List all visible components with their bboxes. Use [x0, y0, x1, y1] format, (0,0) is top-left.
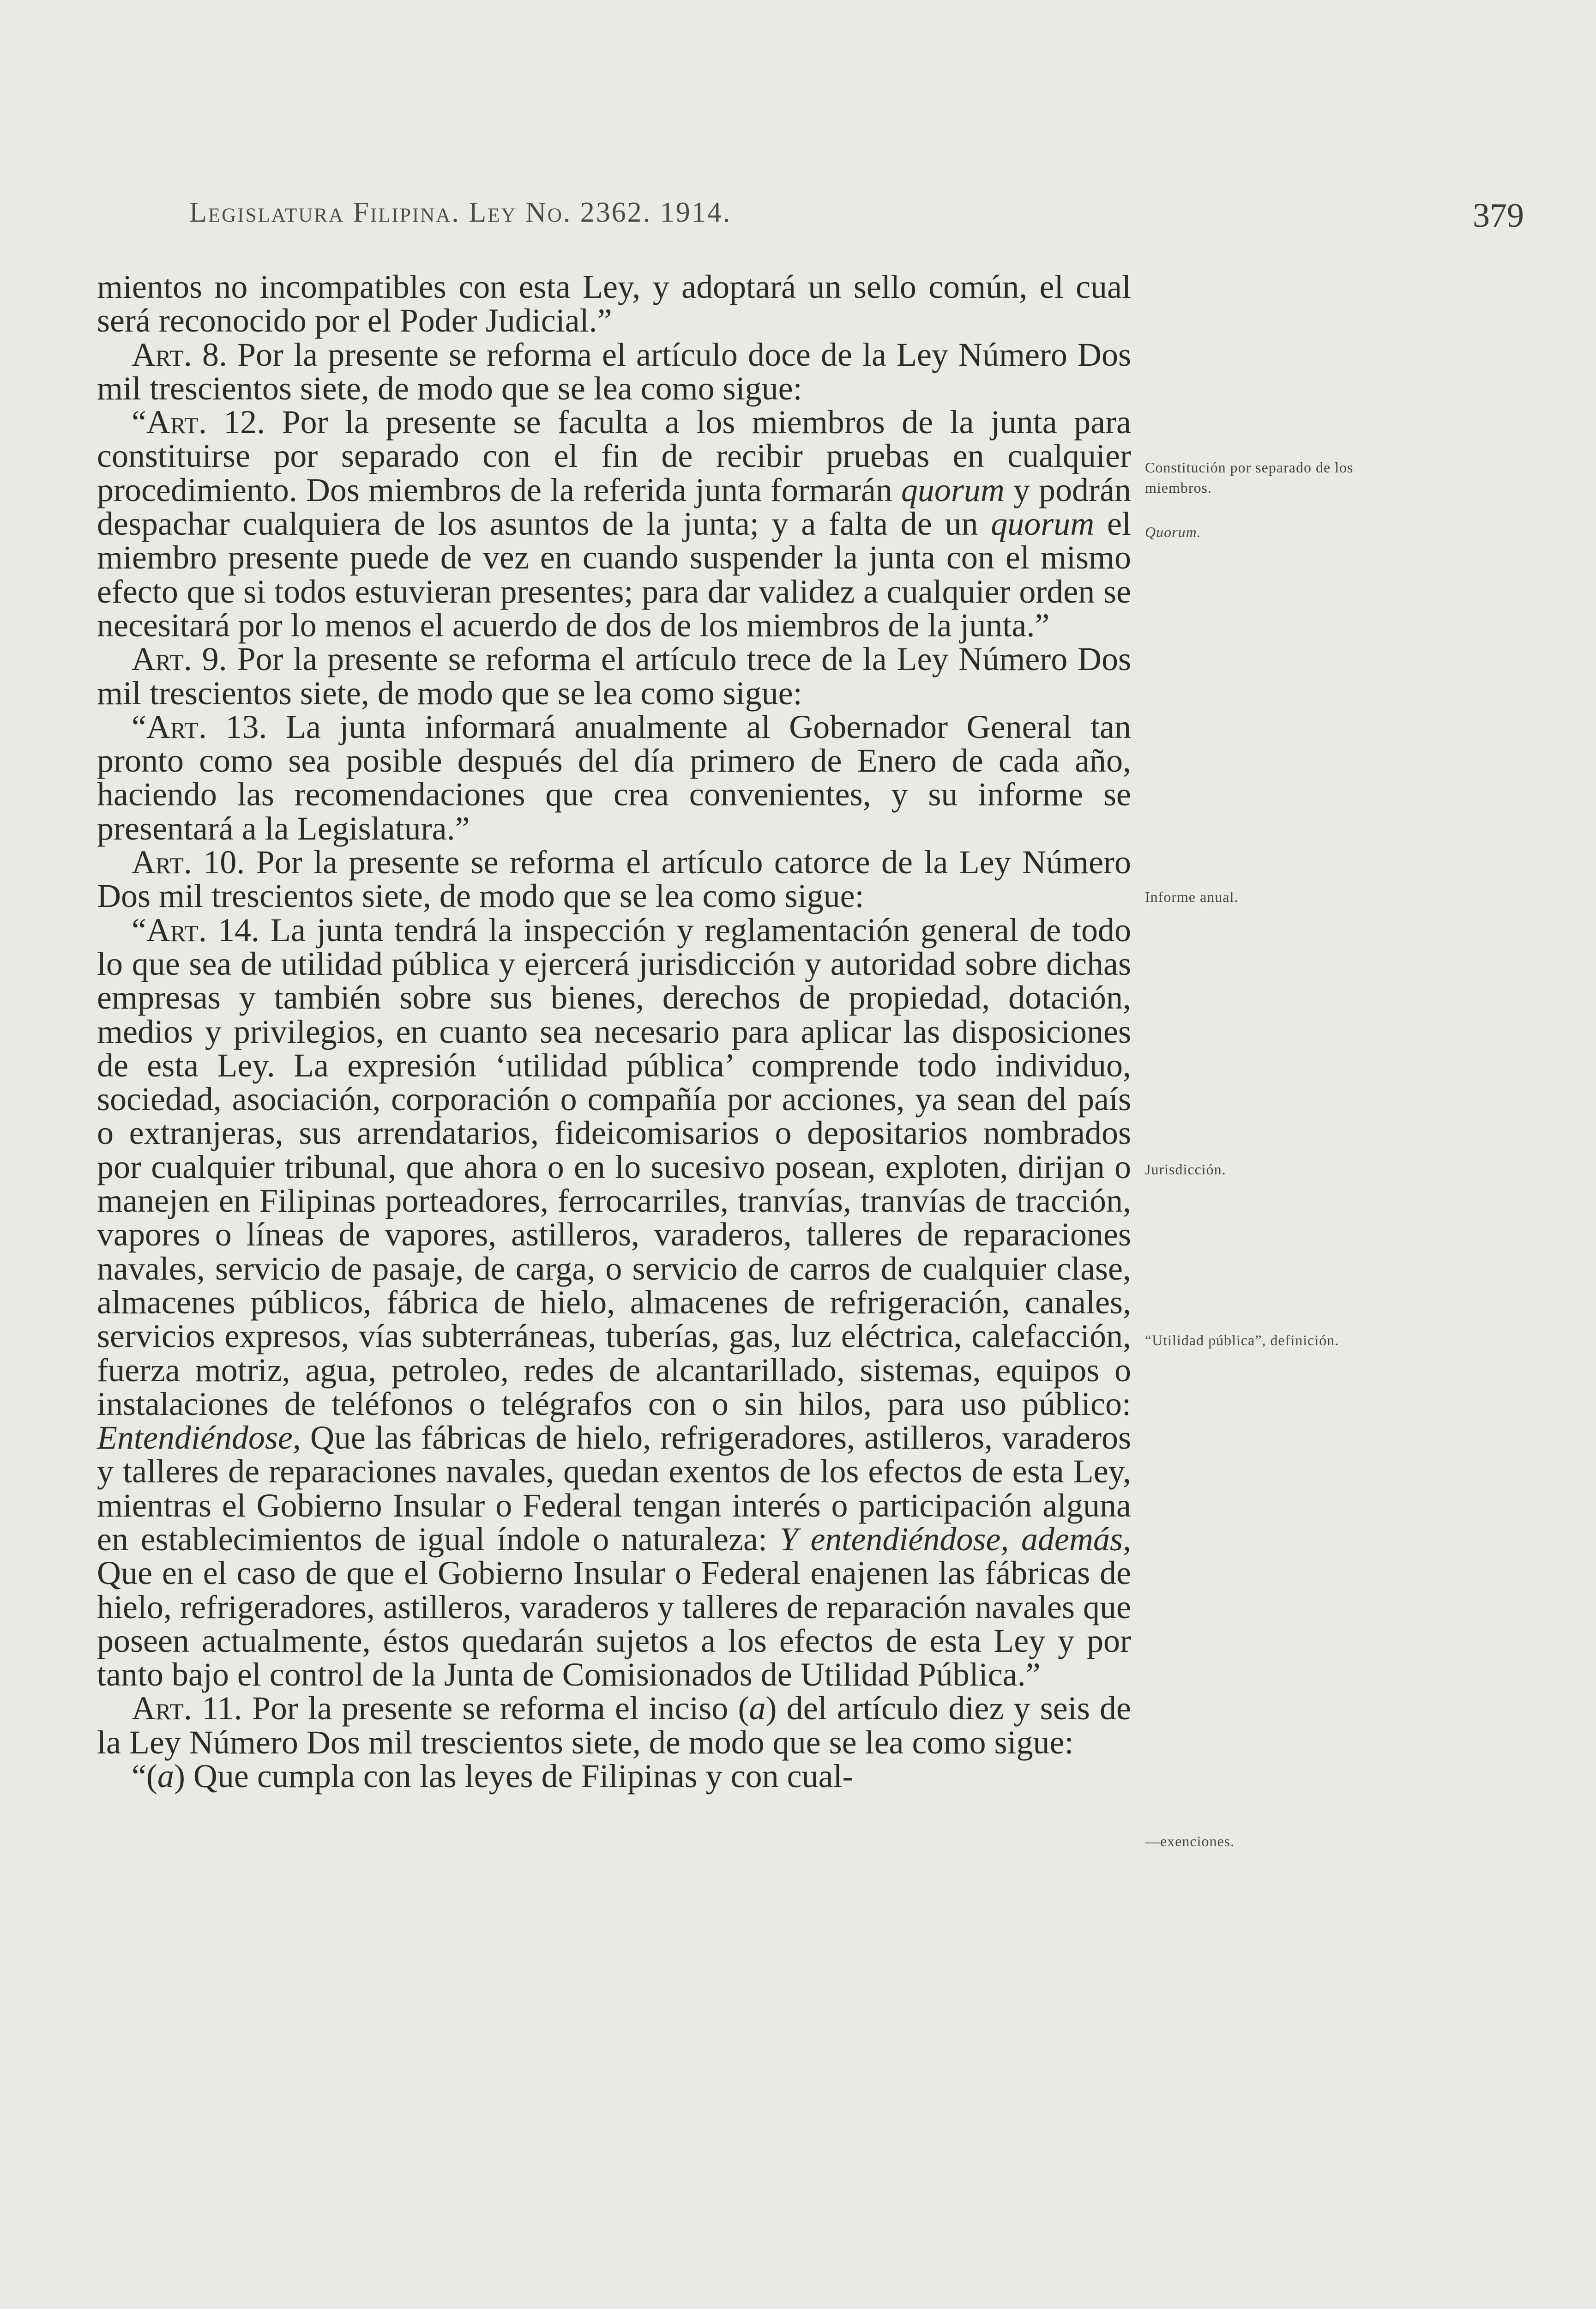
margin-note-constitucion: Constitución por separado de los miembros. [1145, 459, 1354, 496]
paragraph-text-run: 9. Por la presente se reforma el artículo trece de la Ley Número Dos mil trescientos siete, de modo que se lea como sigue: [97, 641, 1131, 712]
paragraph-text-run: Que las fábricas de hielo, refrigeradores, astilleros, varaderos y talleres de reparaciones navales, quedan exentos de los efectos de esta Ley, mientras el Gobierno Insular o Federal tengan interés o participación alguna en establecimientos de igual índole o naturaleza: [97, 1419, 1131, 1558]
paragraph [97, 405, 1131, 642]
paragraph [97, 846, 1131, 913]
paragraph-text-run: 10. Por la presente se reforma el artículo catorce de la Ley Número Dos mil trescientos siete, de modo que se lea como sigue: [97, 844, 1131, 915]
paragraph [97, 1692, 1131, 1759]
paragraph-text-run: ) Que cumpla con las leyes de Filipinas y con cual- [174, 1758, 854, 1795]
paragraph-text-run: “( [132, 1758, 157, 1795]
paragraph-text-run: Art. [132, 1690, 192, 1727]
paragraph-text-run: a [749, 1690, 766, 1727]
paragraph-text-run: 14. La junta tendrá la inspección y reglamentación general de todo lo que sea de utilidad pública y ejercerá jurisdicción y autoridad sobre dichas empresas y también sobre sus bienes, derechos de propiedad, dotación, medios y privilegios, en cuanto sea necesario para aplicar las disposiciones de esta Ley. La expresión ‘utilidad pública’ comprende todo individuo, sociedad, asociación, corporación o compañía por acciones, ya sean del país o extranjeras, sus arrendatarios, fideicomisarios o depositarios nombrados por cualquier tribunal, que ahora o en lo sucesivo posean, exploten, dirijan o manejen en Filipinas porteadores, ferrocarriles, tranvías, tranvías de tracción, vapores o líneas de vapores, astilleros, varaderos, talleres de reparaciones navales, servicio de pasaje, de carga, o servicio de carros de cualquier clase, almacenes públicos, fábrica de hielo, almacenes de refrigeración, canales, servicios expresos, vías subterráneas, tuberías, gas, luz eléctrica, calefacción, fuerza motriz, agua, petroleo, redes de alcantarillado, sistemas, equipos o instalaciones de teléfonos o telégrafos con o sin hilos, para uso público: [97, 911, 1131, 1422]
paragraph-text-run: Art. [146, 404, 207, 441]
paragraph-text-run: Que en el caso de que el Gobierno Insular o Federal enajenen las fábricas de hielo, refrigeradores, astilleros, varaderos y talleres de reparación navales que poseen actualmente, éstos quedarán sujetos a los efectos de esta Ley y por tanto bajo el control de la Junta de Comisionados de Utilidad Pública.” [97, 1554, 1131, 1693]
running-head: Legislatura Filipina. Ley No. 2362. 1914. [189, 197, 732, 228]
paragraph-text-run: Entendiéndose, [97, 1419, 301, 1457]
margin-note-quorum: Quorum. [1145, 524, 1201, 540]
paragraph-text-run: 8. Por la presente se reforma el artículo doce de la Ley Número Dos mil trescientos siete, de modo que se lea como sigue: [97, 336, 1131, 407]
paragraph-text-run: “ [132, 708, 146, 745]
body-text [97, 270, 1131, 1793]
paragraph-text-run: quorum [901, 471, 1005, 508]
page-number: 379 [1473, 197, 1524, 235]
paragraph-text-run: Y entendiéndose, además, [779, 1520, 1132, 1558]
paragraph-text-run: Art. [132, 844, 192, 881]
margin-note-exenciones: —exenciones. [1145, 1833, 1235, 1850]
paragraph [97, 710, 1131, 846]
paragraph-text-run: “ [132, 911, 146, 949]
margin-note-jurisdiccion: Jurisdicción. [1145, 1161, 1226, 1178]
paragraph [97, 913, 1131, 1692]
paragraph-text-run: 11. Por la presente se reforma el inciso ( [192, 1690, 749, 1727]
paragraph-text-run: 13. La junta informará anualmente al Gobernador General tan pronto como sea posible después del día primero de Enero de cada año, haciendo las recomendaciones que crea convenientes, y su informe se presentará a la Legislatura.” [97, 708, 1131, 847]
margin-note-informe-anual: Informe anual. [1145, 889, 1239, 905]
paragraph-text-run: Art. [146, 708, 207, 745]
paragraph-text-run: ) del artículo diez y seis de la Ley Número Dos mil trescientos siete, de modo que se lea como sigue: [97, 1690, 1131, 1761]
paragraph-text-run: el miembro presente puede de vez en cuando suspender la junta con el mismo efecto que si todos estuvieran presentes; para dar validez a cualquier orden se necesitará por lo menos el acuerdo de dos de los miembros de la junta.” [97, 505, 1131, 644]
paragraph-text-run: a [157, 1758, 174, 1795]
paragraph-text-run: Art. [132, 336, 192, 373]
paragraph [97, 1759, 1131, 1793]
paragraph-text-run: y podrán despachar cualquiera de los asuntos de la junta; y a falta de un [97, 471, 1131, 543]
paragraph [97, 642, 1131, 710]
paragraph-text-run: mientos no incompatibles con esta Ley, y adoptará un sello común, el cual será reconocido por el Poder Judicial.” [97, 268, 1131, 339]
margin-note-utilidad-publica: “Utilidad pública”, definición. [1145, 1332, 1339, 1348]
paragraph-text-run: Art. [132, 641, 192, 678]
paragraph-text-run: quorum [991, 505, 1095, 543]
paragraph-text-run: Art. [146, 911, 207, 949]
paragraph [97, 270, 1131, 338]
paragraph-text-run: “ [132, 404, 146, 441]
paragraph-text-run: 12. Por la presente se faculta a los miembros de la junta para constituirse por separado con el fin de recibir pruebas en cualquier procedimiento. Dos miembros de la referida junta formarán [97, 404, 1131, 508]
paragraph [97, 338, 1131, 406]
